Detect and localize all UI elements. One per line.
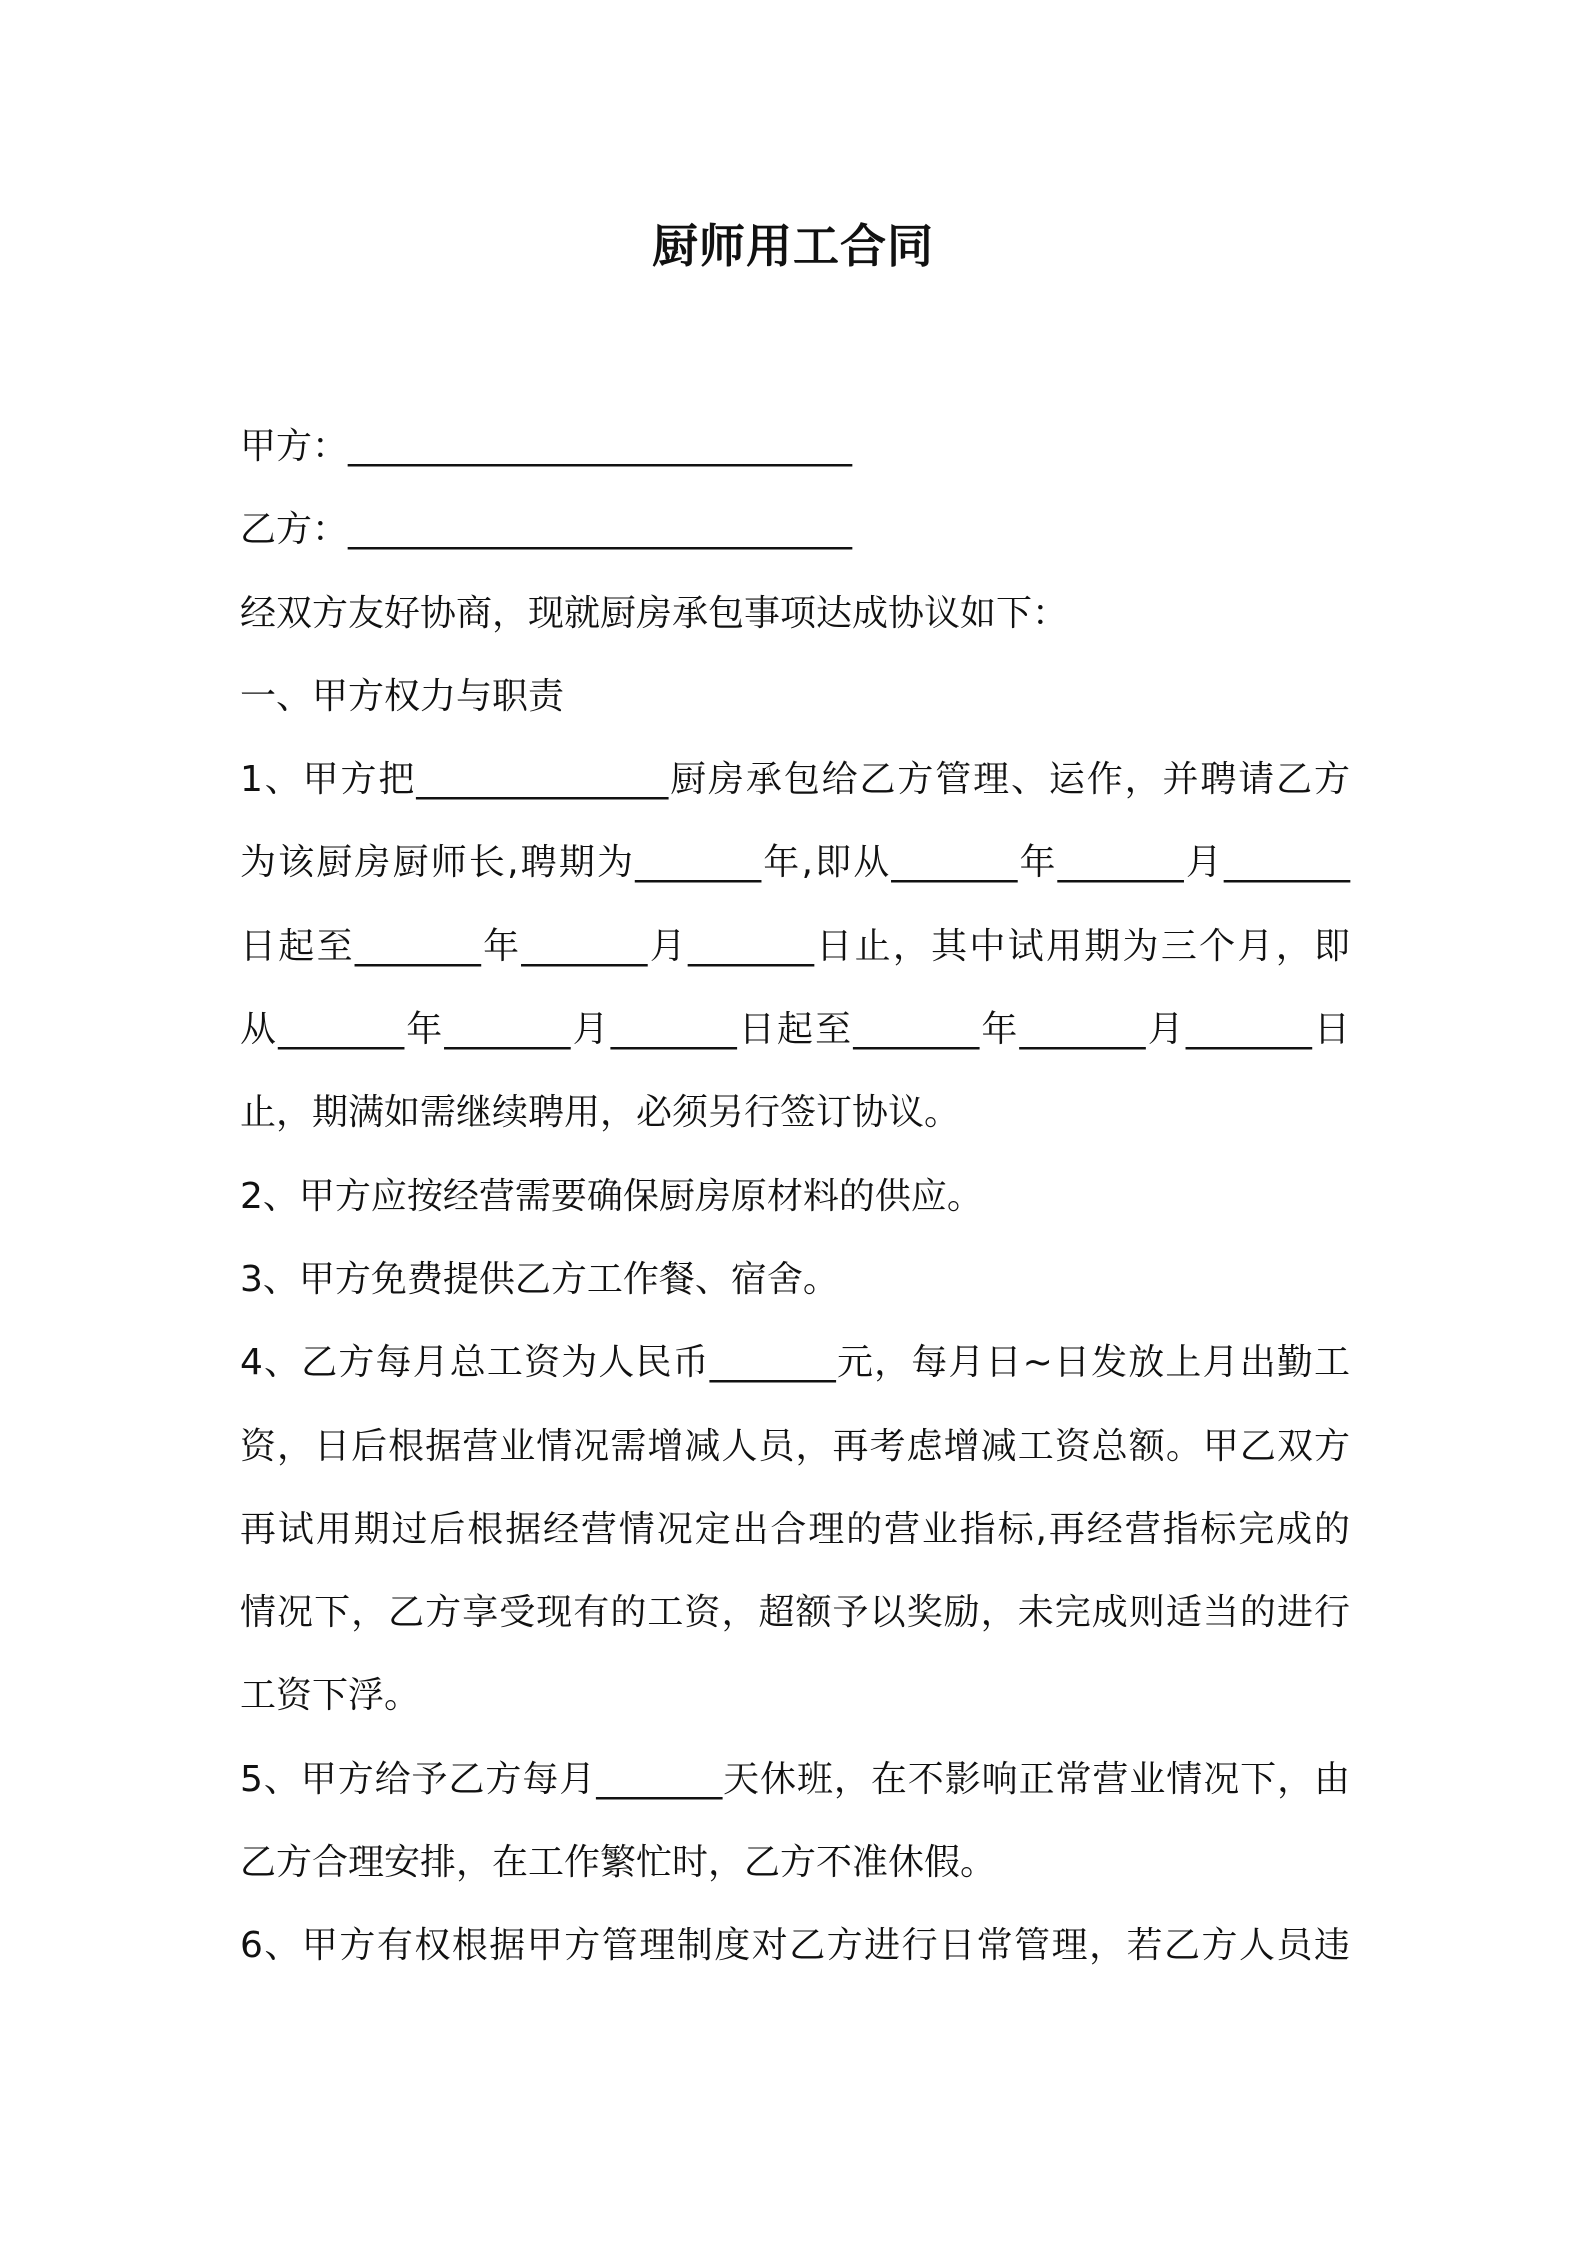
clause-1-line-3: 日起至_______年_______月_______日止，其中试用期为三个月，即	[240, 925, 1350, 967]
clause-4-line-5: 工资下浮。	[240, 1675, 421, 1717]
clause-1-line-4: 从_______年_______月_______日起至_______年_______月_______日	[240, 1009, 1350, 1051]
clause-1-line-1: 1、甲方把______________厨房承包给乙方管理、运作，并聘请乙方	[240, 759, 1350, 801]
document-title: 厨师用工合同	[652, 219, 934, 273]
party-b-line: 乙方：____________________________	[240, 509, 853, 551]
clause-6-line-1: 6、甲方有权根据甲方管理制度对乙方进行日常管理，若乙方人员违	[240, 1925, 1350, 1967]
clause-1-line-2: 为该厨房厨师长,聘期为_______年,即从_______年_______月_______	[240, 842, 1350, 884]
agreement-intro: 经双方友好协商，现就厨房承包事项达成协议如下：	[240, 592, 1069, 634]
clause-4-line-3: 再试用期过后根据经营情况定出合理的营业指标,再经营指标完成的	[240, 1508, 1350, 1550]
contract-body	[240, 405, 1350, 1988]
clause-3: 3、甲方免费提供乙方工作餐、宿舍。	[240, 1258, 839, 1300]
clause-5-line-2: 乙方合理安排，在工作繁忙时，乙方不准休假。	[240, 1842, 997, 1884]
clause-4-line-2: 资，日后根据营业情况需增减人员，再考虑增减工资总额。甲乙双方	[240, 1425, 1350, 1467]
clause-4-line-1: 4、乙方每月总工资为人民币_______元，每月日~日发放上月出勤工	[240, 1342, 1350, 1384]
section-heading-1: 一、甲方权力与职责	[240, 675, 565, 717]
party-a-line: 甲方：____________________________	[240, 426, 853, 467]
clause-1-line-5: 止，期满如需继续聘用，必须另行签订协议。	[240, 1092, 961, 1134]
clause-2: 2、甲方应按经营需要确保厨房原材料的供应。	[240, 1175, 983, 1217]
clause-5-line-1: 5、甲方给予乙方每月_______天休班，在不影响正常营业情况下，由	[240, 1758, 1350, 1800]
clause-4-line-4: 情况下，乙方享受现有的工资，超额予以奖励，未完成则适当的进行	[240, 1592, 1350, 1634]
